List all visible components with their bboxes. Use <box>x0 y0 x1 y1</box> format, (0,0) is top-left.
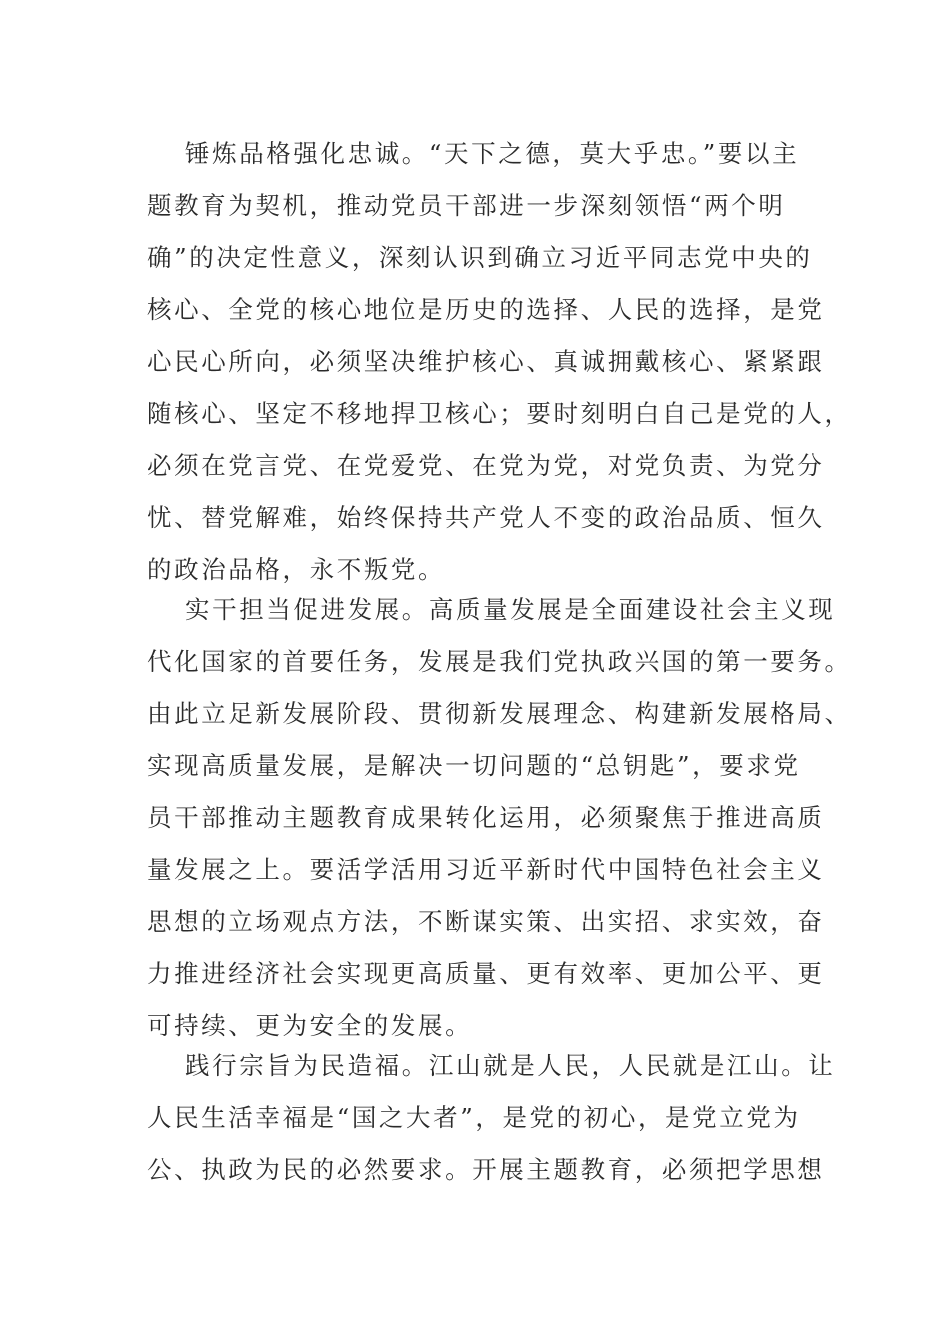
text-line: 人民生活幸福是“国之大者”，是党的初心，是党立党为 <box>147 1103 801 1132</box>
text-line: 实现高质量发展，是解决一切问题的“总钥匙”，要求党 <box>147 751 801 780</box>
text-line: 代化国家的首要任务，发展是我们党执政兴国的第一要务。 <box>147 647 852 676</box>
text-line: 可持续、更为安全的发展。 <box>147 1011 473 1040</box>
paragraph-loyalty <box>147 128 852 596</box>
text-line: 核心、全党的核心地位是历史的选择、人民的选择，是党 <box>147 295 825 324</box>
text-line: 的政治品格，永不叛党。 <box>147 555 446 584</box>
text-line: 随核心、坚定不移地捍卫核心；要时刻明白自己是党的人， <box>147 399 852 428</box>
text-line: 实干担当促进发展。高质量发展是全面建设社会主义现 <box>185 595 836 624</box>
text-line: 由此立足新发展阶段、贯彻新发展理念、构建新发展格局、 <box>147 699 852 728</box>
text-line: 践行宗旨为民造福。江山就是人民，人民就是江山。让 <box>185 1051 836 1080</box>
text-line: 心民心所向，必须坚决维护核心、真诚拥戴核心、紧紧跟 <box>147 347 825 376</box>
text-line: 确”的决定性意义，深刻认识到确立习近平同志党中央的 <box>147 243 813 272</box>
text-line: 力推进经济社会实现更高质量、更有效率、更加公平、更 <box>147 959 825 988</box>
text-line: 题教育为契机，推动党员干部进一步深刻领悟“两个明 <box>147 191 786 220</box>
text-line: 忧、替党解难，始终保持共产党人不变的政治品质、恒久 <box>147 503 825 532</box>
text-line: 必须在党言党、在党爱党、在党为党，对党负责、为党分 <box>147 451 825 480</box>
text-line: 量发展之上。要活学活用习近平新时代中国特色社会主义 <box>147 855 825 884</box>
text-line: 思想的立场观点方法，不断谋实策、出实招、求实效，奋 <box>147 907 825 936</box>
paragraph-people <box>147 1040 836 1196</box>
text-line: 锤炼品格强化忠诚。“天下之德，莫大乎忠。”要以主 <box>185 139 800 168</box>
text-line: 公、执政为民的必然要求。开展主题教育，必须把学思想 <box>147 1155 825 1184</box>
text-line: 员干部推动主题教育成果转化运用，必须聚焦于推进高质 <box>147 803 825 832</box>
paragraph-development <box>147 584 852 1052</box>
